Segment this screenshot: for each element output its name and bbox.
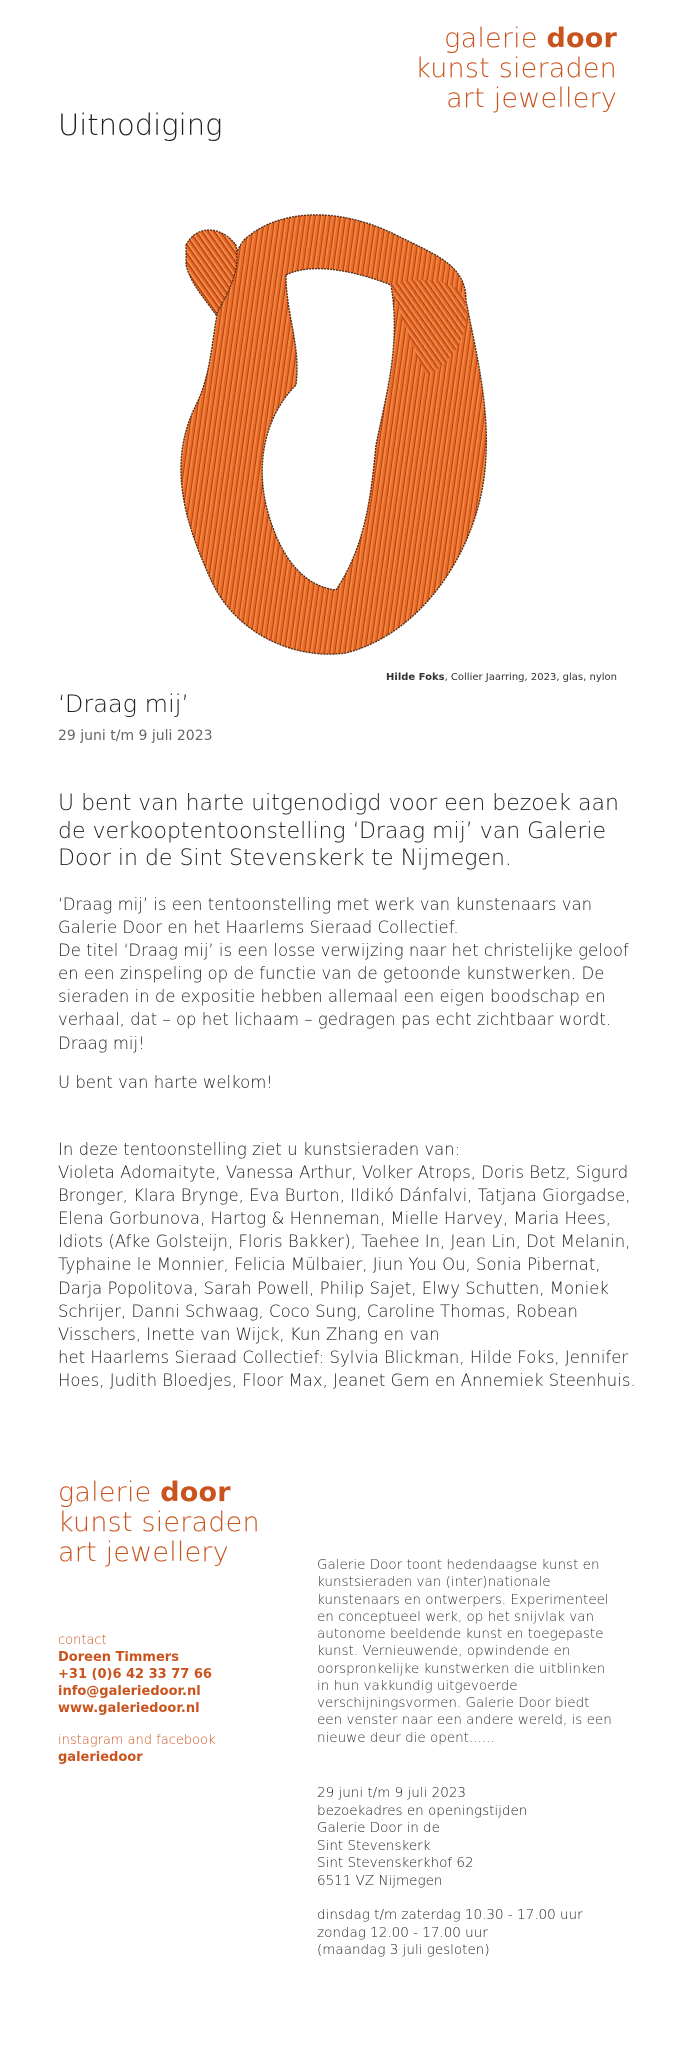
lead-paragraph: U bent van harte uitgenodigd voor een bezoek aan de verkooptentoonstelling ‘Draag mij’ van Galerie Door in de Sint Stevenskerk te Nijmegen. [58,791,619,871]
artwork-caption [386,672,617,683]
contact-phone[interactable]: +31 (0)6 42 33 77 66 [58,1666,212,1682]
social-handle-link[interactable]: galeriedoor [58,1750,143,1766]
intro-text [58,893,638,1055]
visit-dates: 29 juni t/m 9 juli 2023 [317,1785,466,1801]
venue-line-1: Galerie Door in de [317,1820,440,1837]
website-link[interactable]: www.galeriedoor.nl [58,1700,200,1716]
logo-brand-bold: door [160,1477,231,1508]
hours-line-1: dinsdag t/m zaterdag 10.30 - 17.00 uur [317,1907,583,1924]
contact-block [58,1633,216,1767]
contact-email-link[interactable]: info@galeriedoor.nl [58,1683,201,1699]
artists-section [58,1138,643,1392]
visit-label: bezoekadres en openingstijden [317,1802,528,1819]
address-street: Sint Stevenskerkhof 62 [317,1855,474,1872]
artists-list: Violeta Adomaityte, Vanessa Arthur, Volker Atrops, Doris Betz, Sigurd Bronger, Klara Brynge, Eva Burton, Ildikó Dánfalvi, Tatjana Giorgadse, Elena Gorbunova, Hartog & Henneman, Mielle Harvey, Maria Hees, Idiots (Afke Golsteijn, Floris Bakker), Taehee In, Jean Lin, Dot Melanin, Typhaine le Monnier, Felicia Mülbaier, Jiun You Ou, Sonia Pibernat, Darja Popolitova, Sarah Powell, Philip Sajet, Elwy Schutten, Moniek Schrijer, Danni Schwaag, Coco Sung, Caroline Thomas, Robean Visschers, Inette van Wijck, Kun Zhang en van [58,1163,631,1344]
visit-info [317,1785,617,1960]
gallery-logo-bottom [58,1478,260,1569]
social-label: instagram and facebook [58,1733,216,1749]
hours-line-2: zondag 12.00 - 17.00 uur [317,1924,488,1941]
exhibition-dates: 29 juni t/m 9 juli 2023 [58,728,213,744]
intro-paragraph-2: De titel ‘Draag mij’ is een losse verwijzing naar het christelijke geloof en een zinspeling op de functie van de getoonde kunstwerken. De sieraden in de expositie hebben allemaal een eigen boodschap en verhaal, dat – op het lichaam – gedragen pas echt zichtbaar wordt. Draag mij! [58,941,629,1053]
contact-name: Doreen Timmers [58,1649,179,1665]
artists-intro: In deze tentoonstelling ziet u kunstsieraden van: [58,1140,461,1159]
page-title: Uitnodiging [58,108,223,142]
intro-paragraph-1: ‘Draag mij’ is een tentoonstelling met werk van kunstenaars van Galerie Door en het Haarlems Sieraad Collectief. [58,895,593,938]
artwork-image [166,205,506,660]
venue-line-2: Sint Stevenskerk [317,1837,431,1854]
gallery-logo-top [415,24,617,115]
contact-label: contact [58,1633,107,1648]
caption-artist: Hilde Foks [386,672,445,683]
logo-brand-light: galerie [444,23,538,54]
logo-line3: art jewellery [446,83,617,115]
exhibition-title: ‘Draag mij’ [58,690,190,718]
welcome-text: U bent van harte welkom! [58,1073,273,1092]
logo-line3: art jewellery [58,1537,229,1569]
about-gallery-text: Galerie Door toont hedendaagse kunst en kunstsieraden van (inter)nationale kunstenaars en ontwerpers. Experimenteel en conceptueel werk, op het snijvlak van autonome beeldende kunst en toegepaste kunst. Vernieuwende, opwindende en oorspronkelijke kunstwerken die uitblinken in hun vakkundig uitgevoerde verschijningsvormen. Galerie Door biedt een venster naar een andere wereld, is een nieuwe deur die opent...... [317,1557,612,1746]
logo-line2: kunst sieraden [415,53,617,85]
address-city: 6511 VZ Nijmegen [317,1872,443,1889]
logo-line2: kunst sieraden [58,1507,260,1539]
caption-details: , Collier Jaarring, 2023, glas, nylon [444,672,617,683]
logo-brand-bold: door [546,23,617,54]
artists-collective: het Haarlems Sieraad Collectief: Sylvia Blickman, Hilde Foks, Jennifer Hoes, Judith Bloedjes, Floor Max, Jeanet Gem en Annemiek Steenhuis. [58,1347,636,1390]
hours-line-3: (maandag 3 juli gesloten) [317,1942,490,1959]
logo-brand-light: galerie [58,1477,152,1508]
